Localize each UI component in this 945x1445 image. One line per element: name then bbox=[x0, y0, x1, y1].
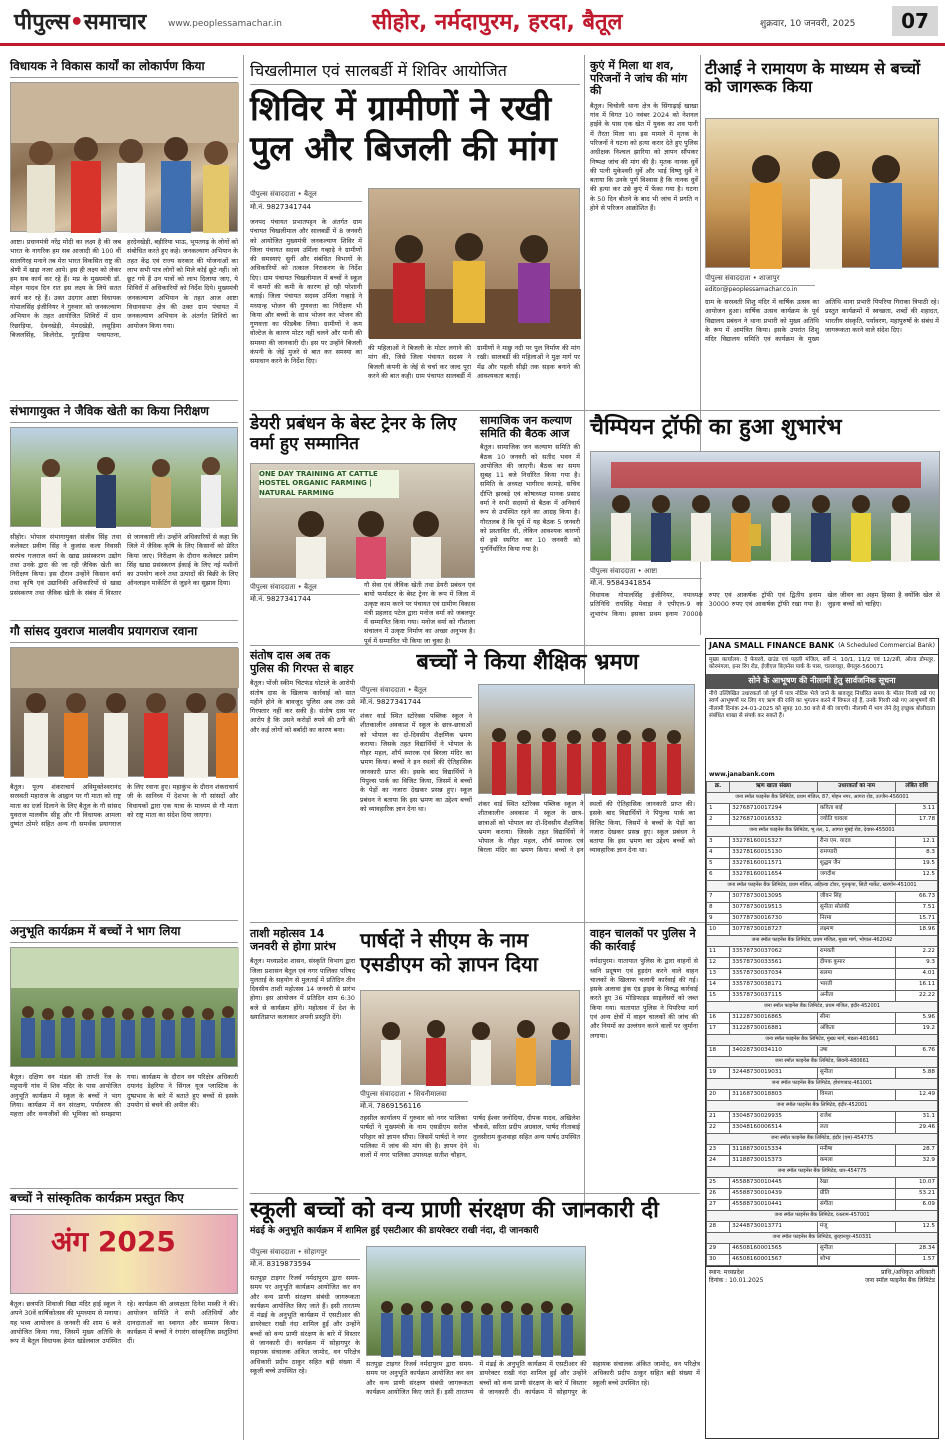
story-headline: गौ सांसद युवराज मालवीय प्रयागराज रवाना bbox=[10, 625, 238, 643]
loan-row bbox=[707, 1012, 938, 1023]
col-name: उधारकर्ता का नाम bbox=[817, 781, 896, 792]
branch-address: जना स्मॉल फाइनेंस बैंक लिमिटेड, बुरहानपुर-450331 bbox=[707, 1232, 938, 1243]
loan-name: सुनीता सोलंकी bbox=[817, 902, 896, 913]
loan-acc: 33578730037034 bbox=[730, 968, 818, 979]
story-body: बैतूल। छत्रपति शिवाजी विद्या मंदिर हाई स्कूल ने अपने 30वें वार्षिकोत्सव की भूमध्याम से मनाया। यह भव्य आयोजन 8 जनवरी की शाम 6 बजे आयोजित किया गया, जिसमें मुख्य अतिथि के रूप में बैतूल विधायक हेमंत खंडेलवाल उपस्थित रहे। कार्यक्रम की अध्यक्षता दिनेश मस्की ने की। आयोजन समिति ने सभी अतिथियों और दानदाताओं का स्वागत और सम्मान किया। कार्यक्रम में बच्चों ने रंगारंग सांस्कृतिक प्रस्तुतियां दीं। bbox=[10, 1300, 238, 1346]
branch-address: जना स्मॉल फाइनेंस बैंक लिमिटेड, मुख्य मार्ग, मंडला-481661 bbox=[707, 1034, 938, 1045]
notice-title: सोने के आभूषण की नीलामी हेतु सार्वजनिक सूचना bbox=[706, 674, 938, 689]
story-parshad bbox=[360, 928, 580, 1190]
loan-name: सीमा bbox=[817, 1012, 896, 1023]
story-photo bbox=[10, 1214, 238, 1294]
region-title: सीहोर, नर्मदापुरम, हरदा, बैतूल bbox=[372, 10, 623, 35]
loan-sn: 18 bbox=[707, 1045, 730, 1056]
bank-name: JANA SMALL FINANCE BANK bbox=[709, 641, 835, 650]
loan-row bbox=[707, 1067, 938, 1078]
story-headline: ताशी महोत्सव 14 जनवरी से होगा प्रारंभ bbox=[250, 927, 336, 953]
loan-amt: 12.5 bbox=[896, 1221, 938, 1232]
story-dairy bbox=[250, 414, 476, 645]
loan-amt: 66.73 bbox=[896, 891, 938, 902]
loan-name: कमला bbox=[817, 1155, 896, 1166]
loan-sn: 14 bbox=[707, 979, 730, 990]
loan-amt: 29.46 bbox=[896, 1122, 938, 1133]
loan-name: दीपक कुमार bbox=[817, 957, 896, 968]
story-headline: सामाजिक जन कल्याण समिति की बैठक आज bbox=[480, 414, 572, 440]
branch-address: जना स्मॉल फाइनेंस बैंक लिमिटेड, इंदौर-452001 bbox=[707, 1100, 938, 1111]
loan-row bbox=[707, 1254, 938, 1265]
story-body: ग्राम के सरस्वती शिशु मंदिर में वार्षिक उत्सव का आयोजन हुआ। वार्षिक उत्सव कार्यक्रम के पूर्व विद्यालय प्रबंधन ने थाना प्रभारी को मुख्य अतिथि के रूप में आमंत्रित किया। इसके उपरांत शिशु मंदिर विद्यालय समिति एवं कार्यक्रम के मुख्य अतिथि थाना प्रभारी पिपरिया गिराका त्रिपाठी रहे। प्रस्तुत कार्यक्रमों में स्वच्छता, शब्दों की शहादत, भारतीय संस्कृति, पर्यावरण, महापुरुषों के संबंध में जागरूकता करने वाले संदेश दिए। bbox=[705, 298, 939, 344]
story-champion bbox=[590, 415, 940, 635]
loan-sn: 1 bbox=[707, 803, 730, 814]
story-byline: पीपुल्स संवाददाता • सोहागपुर bbox=[250, 1246, 360, 1260]
loan-acc: 46508160001565 bbox=[730, 1243, 818, 1254]
loan-name: अनीता bbox=[817, 990, 896, 1001]
story-sanskritik bbox=[10, 1192, 238, 1437]
loan-row bbox=[707, 990, 938, 1001]
loan-row bbox=[707, 968, 938, 979]
story-body: बैतूल। सामाजिक जन कल्याण समिति की बैठक 10 जनवरी को सतीद भवन में आयोजित की जाएगी। बैठक का समय सुबह 11 बजे निर्धारित किया गया है। समिति के अध्यक्ष भागीरथ कामड़े, सचिव दीप्ति झरबड़े एवं कोषाध्यक्ष मानक प्रसाद वर्मा ने सभी सदस्यों से बैठक में अनिवार्य रूप से उपस्थित रहने का आग्रह किया है। गौरतलब है कि पूर्व में यह बैठक 5 जनवरी को प्रस्तावित थी, लेकिन आवश्यक कारणों से इसे स्थगित कर 10 जनवरी को पुनर्निर्धारित किया गया है। bbox=[480, 443, 580, 554]
story-phone: मो.नं. 9827341744 bbox=[250, 595, 312, 603]
story-photo bbox=[705, 118, 939, 268]
story-samajik bbox=[480, 415, 580, 640]
loan-sn: 5 bbox=[707, 858, 730, 869]
branch-row bbox=[707, 1034, 938, 1045]
loan-row bbox=[707, 803, 938, 814]
loan-row bbox=[707, 1122, 938, 1133]
branch-address: जना स्मॉल फाइनेंस बैंक लिमिटेड, प्रथम मंजिल, अहिल्या टॉवर, गुरुकृपा, सिटी मार्केट, खरगोन-451001 bbox=[707, 880, 938, 891]
story-byline: पीपुल्स संवाददाता • बैतूल bbox=[250, 581, 360, 595]
story-photo bbox=[10, 427, 238, 527]
loan-sn: 20 bbox=[707, 1089, 730, 1100]
loan-sn: 13 bbox=[707, 968, 730, 979]
loan-table bbox=[706, 781, 938, 1266]
notice-place: स्थान: मध्यप्रदेश bbox=[709, 1268, 744, 1276]
loan-amt: 5.88 bbox=[896, 1067, 938, 1078]
branch-address: जना स्मॉल फाइनेंस बैंक लिमिटेड, प्रथम मंजिल, 87, मोहन नगर, आगरा रोड, उज्जैन-456001 bbox=[707, 792, 938, 803]
branch-address: जना स्मॉल फाइनेंस बैंक लिमिटेड, धार-454775 bbox=[707, 1166, 938, 1177]
story-body-2: की महिलाओं ने बिजली के मोटर लगाने की मांग की, जिसे जिला पंचायत सदस्य ने बिजली कंपनी के जेई से चर्चा कर जल्द पूरा करने की बात कही। ग्राम पंचायत सालबर्डी में ग्रामीणों ने माछु नदी पर पुल निर्माण की मांग रखी। सालबर्डी की महिलाओं ने मुक्ष मार्ग पर मेंढ और पहली सीढ़ी तक सड़क बनाने की आवश्यकता बताई। bbox=[368, 344, 580, 380]
bank-office: मुख्य कार्यालय: दे फेयरवे, ग्राउंड एवं पहली मंजिल, सर्वे नं. 10/1, 11/2 एवं 12/2बी, ओल्ड डोमलूर, कोरमंगला, इनर रिंग रोड, ईजीएल बिज़नेस पार्क के पास, चल्लाघट्टा, बेंगलुरु-560071 bbox=[709, 656, 935, 671]
bank-note: (A Scheduled Commercial Bank) bbox=[838, 642, 935, 650]
story-tashi bbox=[250, 928, 355, 1190]
branch-row bbox=[707, 1100, 938, 1111]
loan-row bbox=[707, 902, 938, 913]
story-kuan bbox=[590, 60, 698, 405]
story-body: विधायक गोपालसिंह इंजीनियर, नपाध्यक्ष प्रतिनिधि रायसिंह मेवाड़ा ने एपीएल-9 का शुभारंभ किया। इसका प्रथम इनाम 70000 रुपए एवं आकर्षक ट्रॉफी एवं द्वितीय इनाम 30000 रुपए एवं आकर्षक ट्रॉफी रखा गया है। खेल जीवन का अहम हिस्सा है क्योंकि खेल से जुड़ना बच्चों को चाहिए। bbox=[590, 591, 940, 618]
story-body: जनपद पंचायत प्रभातपट्टन के अंतर्गत ग्राम पंचायत चिखलीमाल और सालबर्डी में 8 जनवरी को आयोजित मुख्यमंत्री जनकल्याण शिविर में जिला पंचायत सदस्य उर्मिला गव्हाड़े ने ग्रामीणों की समस्याएं सुनीं और संबंधित विभागों के अधिकारियों को तत्काल निराकरण के निर्देश दिए। ग्राम पंचायत चिखलीमाल में बच्चों ने स्कूल में कमरों की कमी के कारण हो रही परेशानी बताई। जिला पंचायत सदस्य उर्मिला गव्हाड़े ने मध्यान्ह भोजन की गुणवत्ता का निरीक्षण भी किया और बच्चों के साथ भोजन कर भोजन की गुणवत्ता का फीडबैक लिया। ग्रामीणों ने कम वोल्टेज के कारण मोटर नहीं चलने और पानी की समस्या की जानकारी दी। इस पर उन्होंने बिजली कंपनी के जेई मुजरे से बात कर समस्या का समाधान करने के निर्देश दिए। bbox=[250, 218, 362, 366]
loan-sn: 15 bbox=[707, 990, 730, 1001]
story-photo bbox=[250, 463, 475, 578]
loan-amt: 7.51 bbox=[896, 902, 938, 913]
loan-acc: 32448730019031 bbox=[730, 1067, 818, 1078]
loan-acc: 34028730034110 bbox=[730, 1045, 818, 1056]
branch-row bbox=[707, 1133, 938, 1144]
branch-row bbox=[707, 1210, 938, 1221]
loan-sn: 9 bbox=[707, 913, 730, 924]
loan-name: प्रीति bbox=[817, 1188, 896, 1199]
story-headline: स्कूली बच्चों को वन्य प्राणी संरक्षण की जानकारी दी bbox=[250, 1198, 659, 1223]
newspaper-logo[interactable]: पीपुल्स•समाचार bbox=[14, 10, 147, 35]
loan-acc: 31188730015373 bbox=[730, 1155, 818, 1166]
col-sn: क्र. bbox=[707, 781, 730, 792]
story-photo bbox=[368, 188, 580, 338]
loan-name: राजेश bbox=[817, 1111, 896, 1122]
loan-acc: 32448730013771 bbox=[730, 1221, 818, 1232]
loan-row bbox=[707, 891, 938, 902]
loan-name: ज्योति चावला bbox=[817, 814, 896, 825]
loan-name: शोभा bbox=[817, 1254, 896, 1265]
loan-sn: 2 bbox=[707, 814, 730, 825]
signatory: प्राधि./अधिकृत अधिकारी bbox=[881, 1268, 935, 1276]
branch-row bbox=[707, 1001, 938, 1012]
loan-row bbox=[707, 814, 938, 825]
story-chikhlimal bbox=[250, 60, 580, 405]
loan-name: अंकिता bbox=[817, 1023, 896, 1034]
loan-amt: 2.22 bbox=[896, 946, 938, 957]
loan-sn: 23 bbox=[707, 1144, 730, 1155]
story-photo bbox=[360, 990, 580, 1085]
loan-acc: 33278160011571 bbox=[730, 858, 818, 869]
story-body: आष्टा। प्रधानमंत्री नरेंद्र मोदी का लक्ष्य है की जब भारत के नागरिक हम सब आजादी की 100 वीं सालगिरह मनाने तब मेरा भारत विकसित राष्ट्र की श्रेणी में खड़ा नजर आये। इस ही लक्ष्य को लेकर हम सब कार्य कर रहे हैं। मप्र के मुख्यमंत्री डॉ. मोहन यादव दिन रात इस लक्ष्य के लिये सतत कार्य कर रहे हैं। उक्त उदगार आष्टा विधायक गोपालसिंह इंजीनियर ने गुरुवार को जनकल्याण अभियान के तहत आयोजित शिविरों में ग्राम रिछाड़िया, देवनखेड़ी, मेमदखेड़ी, लसूड़िया बिजलसिंह, किलेरोड, गुराड़िया पचायतना, हरदेनखेड़ी, बड़ीरिया भाऊ, भूपतगढ़ के लोगों को संबोधित करते हुए कहे। जनकल्याण अभियान के तहत केंद्र एवं राज्य सरकार की योजनाओं का लाभ सभी पात्र लोगों को मिले कोई छूटे नहीं। जो छूट गये हैं उन पात्रों को लाभ दिलाया जाए, ये शिविरों में अधिकारियों को निर्देश दिये। मुख्यमंत्री जनकल्याण अभियान के तहत आज आष्टा विधानसभा क्षेत्र की उक्त ग्राम पंचायत में जनकल्याण अभियान के अंतर्गत शिविरों का आयोजन किया गया। bbox=[10, 238, 238, 339]
loan-row bbox=[707, 1155, 938, 1166]
story-body-continued: शंकर वार्ड स्थित स्टोरेक्स पब्लिक स्कूल ने शीतकालीन अवकाश में स्कूल के छात्र-छात्राओं को भोपाल का दो-दिवसीय शैक्षणिक भ्रमण कराया। जिसके तहत विद्यार्थियों ने भोपाल के गौहर महल, शौर्य स्मारक एवं बिरला मंदिर का भ्रमण किया। बच्चों ने इन स्थलों की ऐतिहासिक जानकारी प्राप्त की। इसके बाद विद्यार्थियों ने पिपुल्स पार्क का विजिट किया, जिसमें वे बच्चों के पेड़ों का नजारा देखकर प्रसन्न हुए। स्कूल प्रबंधन ने बताया कि इस भ्रमण का उद्देश्य बच्चों को व्यावहारिक ज्ञान देना था। bbox=[478, 800, 695, 855]
loan-acc: 33578730037062 bbox=[730, 946, 818, 957]
branch-row bbox=[707, 1056, 938, 1067]
loan-amt: 18.96 bbox=[896, 924, 938, 935]
loan-sn: 22 bbox=[707, 1122, 730, 1133]
story-phone: मो.नं. 9584341854 bbox=[590, 579, 652, 587]
loan-amt: 22.22 bbox=[896, 990, 938, 1001]
loan-sn: 11 bbox=[707, 946, 730, 957]
story-ti-ramayan bbox=[705, 60, 939, 405]
story-body: बैतूल। मध्यप्रदेश शासन, संस्कृति विभाग द्वारा जिला प्रशासन बैतूल एवं नगर पालिका परिषद मुलताई के सहयोग से मुलताई में प्रतिदिन तीन दिवसीय ताशी महोत्सव 14 जनवरी से प्रारंभ होगा। इस आयोजन में प्रतिदिन शाम 6:30 बजे से कार्यक्रम होंगे। महोत्सव में देश के ख्यातिप्राप्त कलाकार अपनी प्रस्तुति देंगे। bbox=[250, 957, 355, 1021]
story-headline: अनुभूति कार्यक्रम में बच्चों ने भाग लिया bbox=[10, 925, 238, 943]
loan-name: रीना एम. यादव bbox=[817, 836, 896, 847]
branch-row bbox=[707, 880, 938, 891]
photo-banner-text: ONE DAY TRAINING AT CATTLE HOSTEL ORGANIC FARMING | NATURAL FARMING bbox=[259, 470, 399, 498]
loan-amt: 28.7 bbox=[896, 1144, 938, 1155]
loan-sn: 6 bbox=[707, 869, 730, 880]
loan-name: संगीता bbox=[817, 1199, 896, 1210]
loan-acc: 31228730016865 bbox=[730, 1012, 818, 1023]
story-santosh bbox=[250, 650, 355, 915]
loan-acc: 30778730016730 bbox=[730, 913, 818, 924]
loan-acc: 33578730037115 bbox=[730, 990, 818, 1001]
loan-row bbox=[707, 946, 938, 957]
loan-sn: 27 bbox=[707, 1199, 730, 1210]
loan-acc: 33278160015327 bbox=[730, 836, 818, 847]
loan-acc: 33048730029935 bbox=[730, 1111, 818, 1122]
loan-row bbox=[707, 1188, 938, 1199]
loan-sn: 16 bbox=[707, 1012, 730, 1023]
loan-acc: 33278160011654 bbox=[730, 869, 818, 880]
story-photo bbox=[10, 647, 238, 777]
loan-name: रामवती bbox=[817, 946, 896, 957]
loan-sn: 24 bbox=[707, 1155, 730, 1166]
loan-amt: 5.96 bbox=[896, 1012, 938, 1023]
loan-acc: 33578730038171 bbox=[730, 979, 818, 990]
loan-name: सलमा bbox=[817, 968, 896, 979]
loan-sn: 29 bbox=[707, 1243, 730, 1254]
story-body-continued: सतपुड़ा टाइगर रिजर्व नर्मदापुरम द्वारा समय-समय पर अनुभूति कार्यक्रम आयोजित कर वन और वन्य प्राणी संरक्षण संबंधी जागरूकता कार्यक्रम आयोजित किए जाते हैं। इसी तारतम्य में मंढई के अनुभूति कार्यक्रम में एसटीआर की डायरेक्टर राखी नंदा शामिल हुईं और उन्होंने बच्चों को वन्य प्राणी संरक्षण के बारे में विस्तार से जानकारी दी। कार्यक्रम में सोहागपुर के सहायक संचालक अंकित जामोद, वन परिक्षेत्र अधिकारी प्रदीप ठाकुर सहित बड़ी संख्या में स्कूली बच्चे उपस्थित रहे। bbox=[366, 1360, 700, 1396]
loan-amt: 16.11 bbox=[896, 979, 938, 990]
loan-row bbox=[707, 869, 938, 880]
story-byline: पीपुल्स संवाददाता • शाजापुर bbox=[705, 272, 815, 286]
loan-row bbox=[707, 924, 938, 935]
loan-name: निरमा bbox=[817, 913, 896, 924]
loan-acc: 46508160001567 bbox=[730, 1254, 818, 1265]
story-headline: शिविर में ग्रामीणों ने रखी पुल और बिजली की मांग bbox=[250, 88, 557, 170]
loan-sn: 10 bbox=[707, 924, 730, 935]
story-byline: पीपुल्स संवाददाता • बैतूल bbox=[250, 188, 362, 202]
story-headline: वाहन चालकों पर पुलिस ने की कार्रवाई bbox=[590, 927, 696, 953]
loan-name: उषा bbox=[817, 1045, 896, 1056]
loan-amt: 9.3 bbox=[896, 957, 938, 968]
loan-name: लक्ष्मण bbox=[817, 924, 896, 935]
loan-row bbox=[707, 1045, 938, 1056]
loan-row bbox=[707, 957, 938, 968]
branch-row bbox=[707, 1166, 938, 1177]
notice-footer bbox=[706, 1266, 938, 1287]
story-headline: डेयरी प्रबंधन के बेस्ट ट्रेनर के लिए वर्मा हुए सम्मानित bbox=[250, 414, 457, 454]
story-byline: पीपुल्स संवाददाता • सिवनीमालवा bbox=[360, 1088, 468, 1102]
loan-amt: 8.3 bbox=[896, 847, 938, 858]
story-byline: पीपुल्स संवाददाता • आष्टा bbox=[590, 565, 702, 579]
loan-acc: 32768710016532 bbox=[730, 814, 818, 825]
loan-acc: 33048160006514 bbox=[730, 1122, 818, 1133]
story-headline: पार्षदों ने सीएम के नाम एसडीएम को ज्ञापन दिया bbox=[360, 928, 538, 976]
story-body: शंकर वार्ड स्थित स्टोरेक्स पब्लिक स्कूल ने शीतकालीन अवकाश में स्कूल के छात्र-छात्राओं को भोपाल का दो-दिवसीय शैक्षणिक भ्रमण कराया। जिसके तहत विद्यार्थियों ने भोपाल के गौहर महल, शौर्य स्मारक एवं बिरला मंदिर का भ्रमण किया। बच्चों ने इन स्थलों की ऐतिहासिक जानकारी प्राप्त की। इसके बाद विद्यार्थियों ने पिपुल्स पार्क का विजिट किया, जिसमें वे बच्चों के पेड़ों का नजारा देखकर प्रसन्न हुए। स्कूल प्रबंधन ने बताया कि इस भ्रमण का उद्देश्य बच्चों को व्यावहारिक ज्ञान देना था। bbox=[360, 712, 472, 813]
branch-row bbox=[707, 1078, 938, 1089]
story-body: सीहोर। भोपाल संभागायुक्त संजीव सिंह तथा कलेक्टर प्रवीण सिंह ने कुलांस कला निवासी सरपंच गजराज वर्मा के खाद्य प्रसंस्करण उद्योग तथा उनके द्वारा की जा रही जैविक खेती का निरीक्षण किया। इस दौरान उन्होंने किसान वर्मा तथा कृषि एवं उद्यानिकी अधिकारियों से खाद्य प्रसंस्करण तथा जैविक खेती के संबंध में विस्तार से जानकारी ली। उन्होंने अधिकारियों से कहा कि जिले में जैविक कृषि के लिए किसानों को प्रेरित किया जाए। निरीक्षण के दौरान कलेक्टर प्रवीण सिंह खाद्य प्रसंस्करण ईकाई के लिए नई मशीनों का उपयोग करने तथा उत्पादों की बिक्री के लिए ऑनलाइन मार्केटिंग से जुड़ने का सुझाव दिया। bbox=[10, 533, 238, 597]
story-headline: विधायक ने विकास कार्यों का लोकार्पण किया bbox=[10, 60, 238, 78]
signatory-bank: जना स्मॉल फाइनेंस बैंक लिमिटेड bbox=[864, 1276, 935, 1284]
loan-amt: 12.1 bbox=[896, 836, 938, 847]
story-body: बैतूल। पूज्य शंकराचार्य अविमुक्तेश्वरानंद सरस्वती महाराज के आह्वान पर गौ माता को राष्ट्र माता का दर्जा दिलाने के लिए बैतूल के गौ सांसद युवराज मालवीय सीहू और गौ विधायक आमला दुष्यंत ठोमरे सहित अन्य गौ समर्थक प्रयागराज के लिए रवाना हुए। महाकुंभ के दौरान शंकराचार्य जी के सानिध्य में देशभर के गौ सांसदों और विधायकों द्वारा एक यात्रा के माध्यम से गौ माता को राष्ट्र माता का संदेश दिया जाएगा। bbox=[10, 783, 238, 829]
loan-acc: 30778730013095 bbox=[730, 891, 818, 902]
branch-address: जना स्मॉल फाइनेंस बैंक लिमिटेड, इंदौर (एम)-454775 bbox=[707, 1133, 938, 1144]
branch-address: जना स्मॉल फाइनेंस बैंक लिमिटेड, भू तल, 1, आगरा मुंबई रोड, देवास-455001 bbox=[707, 825, 938, 836]
story-body: गौ सेवा एवं जैविक खेती तथा डेयरी प्रबंधन एवं बायो फर्मास्टर के बेस्ट ट्रेनर के रूप में जिला में उत्कृष्ट काम करने पर पंचायत एवं ग्रामीण विकास मंत्री प्रहलाद पटेल द्वारा मनोज वर्मा को जबलपुर में सम्मानित किया गया। मनोज वर्मा को गौशाला संचालन में उत्कृष्ट निर्माण का अच्छा अनुभव है। पूर्व में सम्मानित भी किया जा चुका है। bbox=[364, 581, 476, 645]
loan-amt: 32.9 bbox=[896, 1155, 938, 1166]
story-headline: बच्चों ने सांस्कृतिक कार्यक्रम प्रस्तुत किए bbox=[10, 1192, 238, 1210]
loan-name: सुनीता bbox=[817, 1243, 896, 1254]
branch-address: जना स्मॉल फाइनेंस बैंक लिमिटेड, प्रथम मंजिल, मुख्य मार्ग, भोपाल-462042 bbox=[707, 935, 938, 946]
loan-acc: 45588730010439 bbox=[730, 1188, 818, 1199]
loan-sn: 12 bbox=[707, 957, 730, 968]
loan-amt: 31.1 bbox=[896, 1111, 938, 1122]
branch-row bbox=[707, 792, 938, 803]
loan-sn: 8 bbox=[707, 902, 730, 913]
loan-row bbox=[707, 979, 938, 990]
story-kicker: चिखलीमाल एवं सालबर्डी में शिविर आयोजित bbox=[250, 60, 580, 85]
story-photo bbox=[590, 451, 940, 561]
story-phone: मो.नं. 9827341744 bbox=[360, 698, 422, 706]
loan-row bbox=[707, 1243, 938, 1254]
loan-amt: 19.2 bbox=[896, 1023, 938, 1034]
loan-row bbox=[707, 1144, 938, 1155]
loan-amt: 12.49 bbox=[896, 1089, 938, 1100]
loan-name: विमला bbox=[817, 1089, 896, 1100]
story-body: नर्मदापुरम। यातायात पुलिस के द्वारा वाहनों से ध्वनि प्रदूषण एवं हुड़दंग करने वाले वाहन चालकों के खिलाफ चलानी कार्रवाई की गई। इसके अलावा ड्रंक एंड ड्राइव के विरुद्ध कार्रवाई करते हुए 36 मोडिफाइड साइलेंसरों को जब्त किया गया। यातायात पुलिस ने पिपरिया मार्ग एवं अन्य क्षेत्रों में वाहन चालकों की जांच की और नियमों का उल्लंघन करने वालों पर जुर्माना लगाया। bbox=[590, 957, 698, 1040]
branch-address: जना स्मॉल फाइनेंस बैंक लिमिटेड, रतलाम-457001 bbox=[707, 1210, 938, 1221]
loan-amt: 17.78 bbox=[896, 814, 938, 825]
loan-sn: 4 bbox=[707, 847, 730, 858]
loan-row bbox=[707, 847, 938, 858]
loan-sn: 19 bbox=[707, 1067, 730, 1078]
loan-sn: 17 bbox=[707, 1023, 730, 1034]
loan-name: सुनीता bbox=[817, 1067, 896, 1078]
story-vahan bbox=[590, 928, 698, 1190]
story-body: बैतूल। पोंजी स्कीम चिटफंड घोटाले के आरोपी संतोष दास के खिलाफ कार्रवाई को सात महीने होने के बावजूद पुलिस अब तक उसे गिरफ्तार नहीं कर सकी है। संतोष दास पर आरोप है कि उसने करोड़ों रुपये की ठगी की और कई लोगों को बर्बादी का कारण बना। bbox=[250, 679, 355, 734]
story-body: तहसील कार्यालय में गुरुवार को नगर पालिका पार्षदों ने मुख्यमंत्री के नाम एसडीएम सरोज परिहार को ज्ञापन सौंपा। जिसमें पार्षदों ने नगर पालिका में जांच की मांग की है। ज्ञापन देने वालों में नगर पालिका उपाध्यक्ष सतीश चौहान, पार्षद ईश्वर जनोदिया, दीपक यादव, अखिलेश चौकसे, सरिता प्रदीप अग्रवाल, पार्षद गीताबाई तुलसीराम कुशवाहा सहित अन्य पार्षद उपस्थित थे। bbox=[360, 1114, 580, 1160]
col-amt: लंबित राशि bbox=[896, 781, 938, 792]
loan-acc: 33278160015130 bbox=[730, 847, 818, 858]
page-number: 07 bbox=[892, 6, 938, 36]
loan-acc: 45588730010445 bbox=[730, 1177, 818, 1188]
loan-amt: 15.71 bbox=[896, 913, 938, 924]
loan-sn: 26 bbox=[707, 1188, 730, 1199]
loan-acc: 30778730019513 bbox=[730, 902, 818, 913]
bank-auction-notice bbox=[705, 638, 939, 1439]
story-headline: चैम्पियन ट्रॉफी का हुआ शुभारंभ bbox=[590, 415, 842, 440]
loan-name: जीवन सिंह bbox=[817, 891, 896, 902]
loan-row bbox=[707, 1023, 938, 1034]
bank-website[interactable]: www.janabank.com bbox=[709, 770, 775, 778]
story-subhead: मंढई के अनुभूति कार्यक्रम में शामिल हुई एसटीआर की डायरेक्टर राखी नंदा, दी जानकारी bbox=[250, 1226, 539, 1237]
masthead bbox=[0, 0, 945, 46]
loan-acc: 33578730033561 bbox=[730, 957, 818, 968]
website-url[interactable]: www.peoplessamachar.in bbox=[168, 19, 282, 29]
loan-acc: 31228730016881 bbox=[730, 1023, 818, 1034]
story-headline: संतोष दास अब तक पुलिस की गिरफ्त से बाहर bbox=[250, 649, 354, 675]
loan-sn: 7 bbox=[707, 891, 730, 902]
notice-date: दिनांक : 10.01.2025 bbox=[709, 1276, 764, 1284]
loan-amt: 6.76 bbox=[896, 1045, 938, 1056]
dateline: शुक्रवार, 10 जनवरी, 2025 bbox=[760, 19, 856, 29]
loan-acc: 31168730018803 bbox=[730, 1089, 818, 1100]
loan-acc: 45588730010441 bbox=[730, 1199, 818, 1210]
loan-name: रामप्यारी bbox=[817, 847, 896, 858]
loan-sn: 21 bbox=[707, 1111, 730, 1122]
branch-row bbox=[707, 935, 938, 946]
story-vidhayak bbox=[10, 60, 238, 395]
branch-address: जना स्मॉल फाइनेंस बैंक लिमिटेड, प्रथम मंजिल, इंदौर-452001 bbox=[707, 1001, 938, 1012]
story-email[interactable]: editor@peoplessamachar.co.in bbox=[705, 286, 798, 293]
loan-acc: 32768710017294 bbox=[730, 803, 818, 814]
story-gau-sansad bbox=[10, 625, 238, 915]
loan-row bbox=[707, 1199, 938, 1210]
loan-row bbox=[707, 858, 938, 869]
loan-row bbox=[707, 836, 938, 847]
loan-amt: 1.57 bbox=[896, 1254, 938, 1265]
loan-name: भारती bbox=[817, 979, 896, 990]
loan-name: शुद्धम जैन bbox=[817, 858, 896, 869]
loan-amt: 28.34 bbox=[896, 1243, 938, 1254]
loan-row bbox=[707, 1089, 938, 1100]
loan-row bbox=[707, 1111, 938, 1122]
story-bacche bbox=[360, 650, 695, 920]
story-headline: टीआई ने रामायण के माध्यम से बच्चों को जागरूक किया bbox=[705, 59, 921, 97]
notice-intro: नीचे उल्लिखित उधारकर्ता जो पूर्व में पात्र नोटिस भेजे जाने के बावजूद निर्धारित समय के भीतर गिरवी रखे गए स्वर्ण आभूषणों पर लिए गए ऋण की राशि का भुगतान करने में विफल रहे हैं, उनके गिरवी रखे गए आभूषणों की नीलामी दिनांक 24-01-2025 को सुबह 10.30 बजे से की जाएगी। नीलामी में भाग लेने हेतु इच्छुक बोलीदाता संबंधित शाखा से संपर्क कर सकते हैं। bbox=[709, 690, 935, 720]
loan-sn: 28 bbox=[707, 1221, 730, 1232]
loan-amt: 3.11 bbox=[896, 803, 938, 814]
stage-banner: अंग 2025 bbox=[51, 1225, 176, 1258]
loan-sn: 25 bbox=[707, 1177, 730, 1188]
story-anubhuti bbox=[10, 925, 238, 1185]
story-headline: संभागायुक्त ने जैविक खेती का किया निरीक्षण bbox=[10, 405, 238, 423]
story-body: सतपुड़ा टाइगर रिजर्व नर्मदापुरम द्वारा समय-समय पर अनुभूति कार्यक्रम आयोजित कर वन और वन्य प्राणी संरक्षण संबंधी जागरूकता कार्यक्रम आयोजित किए जाते हैं। इसी तारतम्य में मंढई के अनुभूति कार्यक्रम में एसटीआर की डायरेक्टर राखी नंदा शामिल हुईं और उन्होंने बच्चों को वन्य प्राणी संरक्षण के बारे में विस्तार से जानकारी दी। कार्यक्रम में सोहागपुर के सहायक संचालक अंकित जामोद, वन परिक्षेत्र अधिकारी प्रदीप ठाकुर सहित बड़ी संख्या में स्कूली बच्चे उपस्थित रहे। bbox=[250, 1274, 360, 1375]
story-sambhag bbox=[10, 405, 238, 615]
loan-row bbox=[707, 1221, 938, 1232]
story-photo bbox=[10, 82, 238, 232]
story-body: बैतूल। चिचोली थाना क्षेत्र के सिंगाढ़ाई खाखा गांव में विगत 10 नवंबर 2024 को नेशनल हाईवे के पास एक खेत में युवक का शव पानी में तैरता मिला था। इस मामले में मृतक के परिजनों ने घटना को हत्या करार देते हुए पुलिस अधीक्षक निश्चल झारिया को ज्ञापन सौंपकर निष्पक्ष जांच की मांग की है। मृतक नानक धुर्वे की पत्नी मुकेश्वरी धुर्वे और भाई विष्णु धुर्वे ने बताया कि उनके पूर्ण विश्वास है कि नानक धुर्वे की हत्या कर उसे कुएं में फेंका गया है। घटना के 50 दिन बीतने के बाद भी जांच में प्रगति न होने से परिजन आक्रोशित हैं। bbox=[590, 101, 698, 213]
loan-name: लता bbox=[817, 1122, 896, 1133]
story-byline: पीपुल्स संवाददाता • बैतूल bbox=[360, 684, 472, 698]
branch-address: जना स्मॉल फाइनेंस बैंक लिमिटेड, होशंगाबाद-461001 bbox=[707, 1078, 938, 1089]
branch-row bbox=[707, 825, 938, 836]
crowd-illustration bbox=[11, 83, 239, 233]
loan-amt: 4.01 bbox=[896, 968, 938, 979]
loan-sn: 30 bbox=[707, 1254, 730, 1265]
loan-amt: 6.09 bbox=[896, 1199, 938, 1210]
col-acc: ऋण खाता संख्या bbox=[730, 781, 818, 792]
loan-acc: 31188730015334 bbox=[730, 1144, 818, 1155]
story-phone: मो.नं. 9827341744 bbox=[250, 203, 312, 211]
story-headline: बच्चों ने किया शैक्षिक भ्रमण bbox=[416, 650, 639, 675]
loan-name: कविता बाई bbox=[817, 803, 896, 814]
loan-acc: 30778730018727 bbox=[730, 924, 818, 935]
loan-amt: 10.07 bbox=[896, 1177, 938, 1188]
branch-row bbox=[707, 1232, 938, 1243]
story-photo bbox=[10, 947, 238, 1067]
loan-amt: 53.21 bbox=[896, 1188, 938, 1199]
story-body: बैतूल। दक्षिण वन मंडल की ताप्ती रेंज के महुपानी गांव में शिव मंदिर के पास आयोजित अनुभूति कार्यक्रम में स्कूल के बच्चों ने भाग लिया। कार्यक्रम में वन संरक्षण, पर्यावरण की महत्ता और वन्यजीवों की भूमिका को समझाया गया। कार्यक्रम के दौरान वन परिक्षेत्र अधिकारी दयानंद डेहरिया ने सिंगल यूज प्लास्टिक के दुष्प्रभाव के बारे में बताते हुए बच्चों से इसके उपयोग से बचने की अपील की। bbox=[10, 1073, 238, 1119]
story-phone: मो.नं. 8319873594 bbox=[250, 1260, 312, 1268]
loan-row bbox=[707, 1177, 938, 1188]
story-phone: मो.नं. 7869156116 bbox=[360, 1102, 422, 1110]
story-photo bbox=[478, 684, 695, 794]
loan-name: जगदीश bbox=[817, 869, 896, 880]
loan-name: रेखा bbox=[817, 1177, 896, 1188]
story-headline: कुएं में मिला था शव, परिजनों ने जांच की मांग की bbox=[590, 59, 688, 98]
loan-row bbox=[707, 913, 938, 924]
loan-amt: 19.5 bbox=[896, 858, 938, 869]
loan-sn: 3 bbox=[707, 836, 730, 847]
loan-name: मनीषा bbox=[817, 1144, 896, 1155]
loan-name: मंजू bbox=[817, 1221, 896, 1232]
branch-address: जना स्मॉल फाइनेंस बैंक लिमिटेड, सिवनी-480661 bbox=[707, 1056, 938, 1067]
story-vanya bbox=[250, 1198, 700, 1440]
story-photo bbox=[366, 1246, 586, 1356]
loan-amt: 12.5 bbox=[896, 869, 938, 880]
